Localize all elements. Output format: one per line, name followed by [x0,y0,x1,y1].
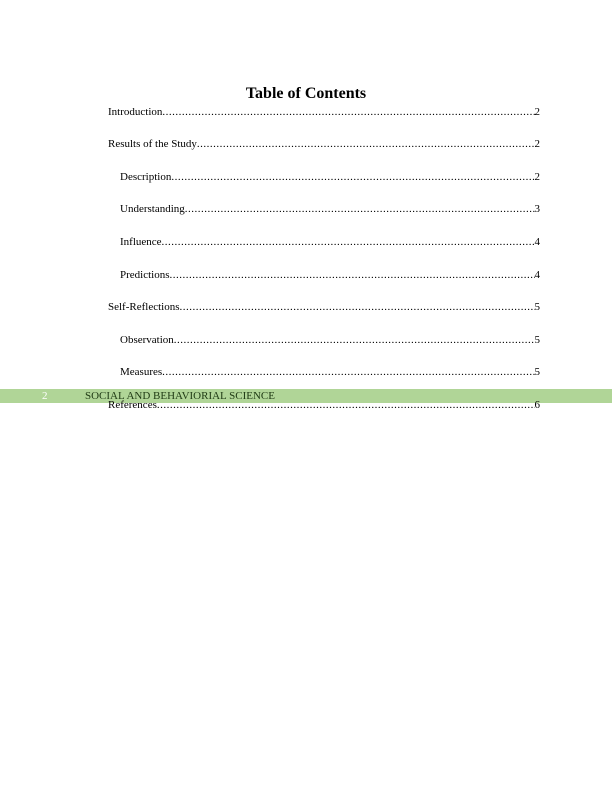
toc-dot-leader [197,137,535,151]
toc-entry-page: 3 [534,203,540,215]
toc-entry-label: References [108,399,157,411]
toc-dot-leader [185,202,535,216]
toc-dot-leader [174,333,535,347]
toc-entry-page: 5 [534,301,540,313]
toc-entry-measures[interactable] [120,365,540,379]
toc-entry-description[interactable] [120,170,540,184]
toc-entry-label: Self-Reflections [108,301,180,313]
toc-entry-page: 5 [534,366,540,378]
toc-entry-influence[interactable] [120,235,540,249]
toc-entry-label: Description [120,171,172,183]
toc-dot-leader [171,170,534,184]
toc-entry-page: 4 [534,236,540,248]
toc-entry-label: Predictions [120,269,170,281]
toc-entry-page: 2 [534,171,540,183]
toc-entry-predictions[interactable] [120,268,540,282]
toc-title: Table of Contents [245,85,367,102]
toc-dot-leader [162,235,535,249]
toc-entry-observation[interactable] [120,333,540,347]
toc-entry-label: Measures [120,366,163,378]
toc-entry-label: Introduction [108,106,163,118]
toc-entry-page: 5 [534,334,540,346]
toc-entry-label: Results of the Study [108,138,197,150]
toc-dot-leader [162,105,534,119]
toc-entry-introduction[interactable] [108,105,540,119]
toc-entry-label: Observation [120,334,174,346]
header-running-title: SOCIAL AND BEHAVIORIAL SCIENCE [85,390,275,402]
toc-dot-leader [162,365,534,379]
toc-dot-leader [170,268,535,282]
toc-entry-page: 2 [534,138,540,150]
toc-entry-page: 6 [534,399,540,411]
header-page-number: 2 [42,390,48,402]
toc-entry-page: 4 [534,269,540,281]
toc-entry-self-reflections[interactable] [108,300,540,314]
toc-entry-label: Influence [120,236,162,248]
toc-entry-page: 2 [534,106,540,118]
toc-entry-label: Understanding [120,203,185,215]
toc-entry-results-of-the-study[interactable] [108,137,540,151]
toc-entry-understanding[interactable] [120,202,540,216]
toc-dot-leader [179,300,534,314]
